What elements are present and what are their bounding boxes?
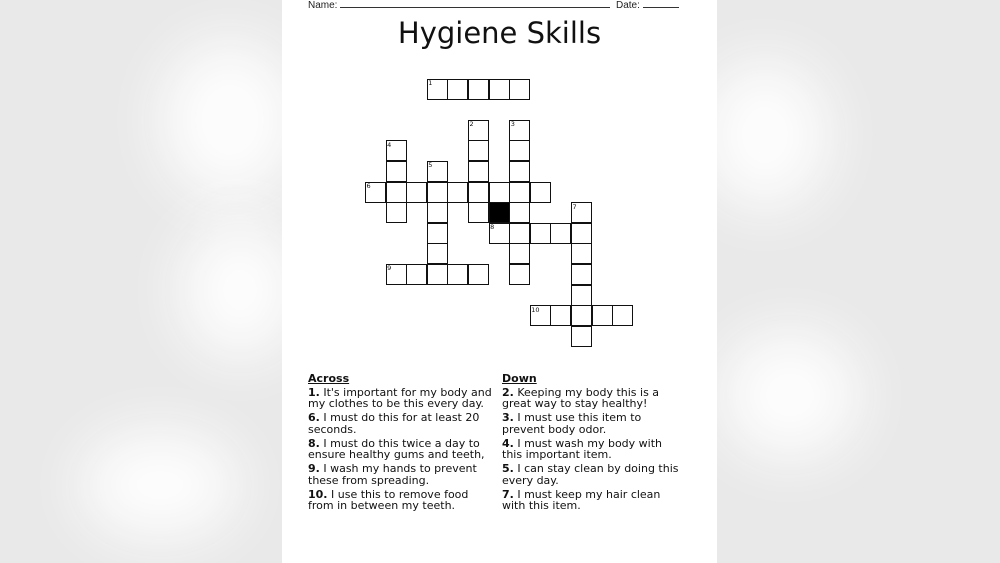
grid-cell[interactable] xyxy=(571,243,592,264)
grid-cell[interactable] xyxy=(509,243,530,264)
grid-cell[interactable] xyxy=(571,264,592,285)
clue-number: 9 xyxy=(387,264,392,273)
down-heading: Down xyxy=(502,372,537,385)
grid-cell[interactable] xyxy=(427,182,448,203)
background-blur xyxy=(700,60,830,210)
clue-number: 2 xyxy=(469,120,474,129)
grid-cell[interactable] xyxy=(509,79,530,100)
clue-down-2: 2. Keeping my body this is a great way to stay healthy! xyxy=(502,385,660,410)
grid-cell[interactable] xyxy=(406,264,427,285)
grid-cell[interactable] xyxy=(571,305,592,326)
grid-cell[interactable] xyxy=(530,223,551,244)
clue-across-6: 6. I must do this for at least 20 seconds. xyxy=(308,411,480,436)
background-blur xyxy=(160,40,300,200)
grid-cell[interactable] xyxy=(509,264,530,285)
grid-cell[interactable] xyxy=(447,264,468,285)
across-clues xyxy=(308,373,496,514)
clue-down-4: 4. I must wash my body with this important item. xyxy=(502,436,663,461)
clue-number: 8 xyxy=(490,223,495,232)
clue-across-10: 10. I use this to remove food from in between my teeth. xyxy=(308,487,469,512)
name-label: Name: xyxy=(308,0,338,11)
background-blur xyxy=(80,430,240,540)
grid-cell[interactable] xyxy=(468,161,489,182)
grid-cell[interactable] xyxy=(386,202,407,223)
grid-cell[interactable] xyxy=(468,79,489,100)
grid-cell[interactable] xyxy=(468,140,489,161)
grid-cell[interactable] xyxy=(592,305,613,326)
grid-cell-blocked xyxy=(489,202,510,223)
clue-number: 10 xyxy=(531,305,540,314)
grid-cell[interactable] xyxy=(509,202,530,223)
down-clues xyxy=(502,373,682,514)
grid-cell[interactable] xyxy=(489,182,510,203)
worksheet-page xyxy=(282,0,717,563)
clue-number: 7 xyxy=(572,202,577,211)
grid-cell[interactable] xyxy=(509,223,530,244)
clue-down-7: 7. I must keep my hair clean with this item. xyxy=(502,487,661,512)
grid-cell[interactable] xyxy=(571,326,592,347)
grid-cell[interactable] xyxy=(427,223,448,244)
background-blur xyxy=(720,330,860,460)
grid-cell[interactable] xyxy=(447,79,468,100)
grid-cell[interactable] xyxy=(468,182,489,203)
grid-cell[interactable] xyxy=(386,161,407,182)
clue-down-3: 3. I must use this item to prevent body odor. xyxy=(502,411,642,436)
grid-cell[interactable] xyxy=(406,182,427,203)
clue-number: 5 xyxy=(428,161,433,170)
clue-across-9: 9. I wash my hands to prevent these from spreading. xyxy=(308,462,477,487)
grid-cell[interactable] xyxy=(489,79,510,100)
clue-down-5: 5. I can stay clean by doing this every day. xyxy=(502,462,679,487)
grid-cell[interactable] xyxy=(427,264,448,285)
clue-across-8: 8. I must do this twice a day to ensure healthy gums and teeth, xyxy=(308,436,485,461)
grid-cell[interactable] xyxy=(427,243,448,264)
grid-cell[interactable] xyxy=(427,202,448,223)
grid-cell[interactable] xyxy=(386,182,407,203)
grid-cell[interactable] xyxy=(468,264,489,285)
clue-number: 4 xyxy=(387,140,392,149)
grid-cell[interactable] xyxy=(571,285,592,306)
grid-cell[interactable] xyxy=(509,140,530,161)
clue-across-1: 1. It's important for my body and my clothes to be this every day. xyxy=(308,385,492,410)
clue-number: 1 xyxy=(428,79,433,87)
clue-number: 6 xyxy=(366,182,371,190)
crossword-grid xyxy=(282,0,717,360)
grid-cell[interactable] xyxy=(550,223,571,244)
grid-cell[interactable] xyxy=(571,223,592,244)
date-label: Date: xyxy=(616,0,640,11)
grid-cell[interactable] xyxy=(509,182,530,203)
grid-cell[interactable] xyxy=(550,305,571,326)
grid-cell[interactable] xyxy=(447,182,468,203)
grid-cell[interactable] xyxy=(509,161,530,182)
grid-cell[interactable] xyxy=(468,202,489,223)
clue-number: 3 xyxy=(510,120,515,129)
page-title: Hygiene Skills xyxy=(397,16,602,50)
grid-cell[interactable] xyxy=(530,182,551,203)
grid-cell[interactable] xyxy=(612,305,633,326)
across-heading: Across xyxy=(308,372,350,385)
